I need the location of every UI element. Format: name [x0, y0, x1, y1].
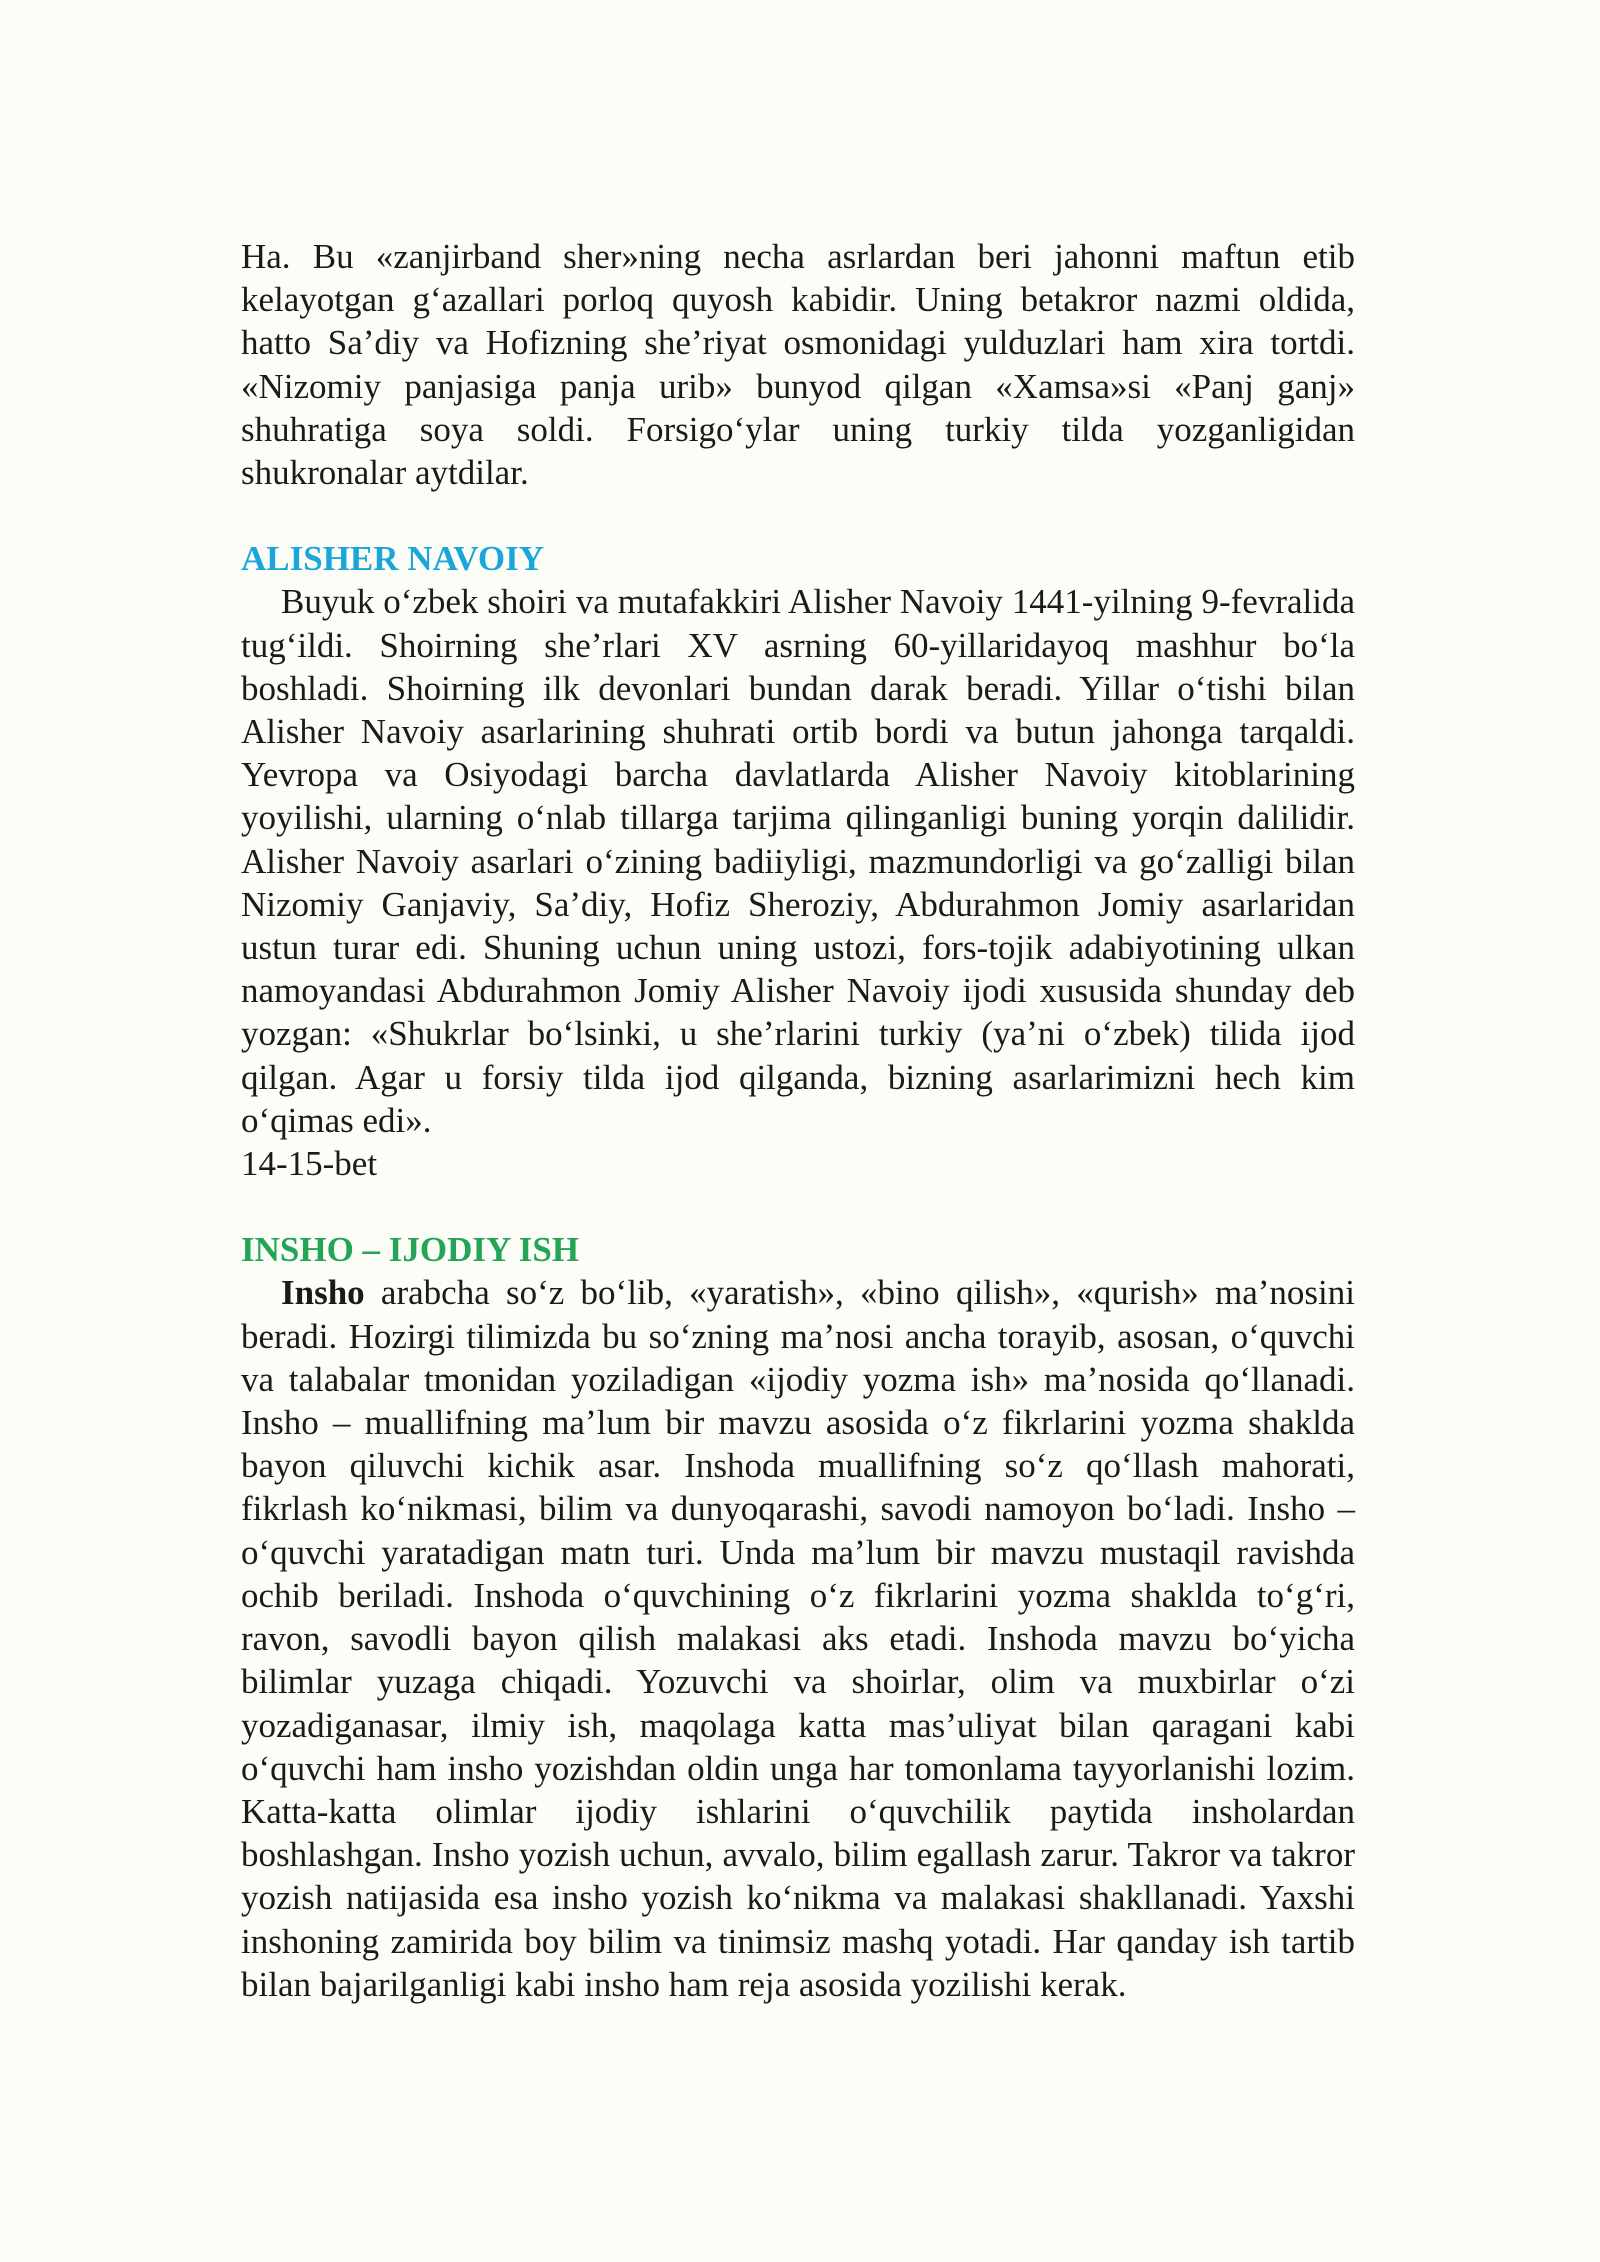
document-page: [241, 235, 1355, 2006]
insho-term: Insho: [281, 1273, 365, 1313]
intro-paragraph: Ha. Bu «zanjirband sher»ning necha asrlardan beri jahonni maftun etib kelayotgan gʻazallari porloq quyosh kabidir. Uning betakror nazmi oldida, hatto Saʼdiy va Hofizning sheʼriyat osmonidagi yulduzlari ham xira tortdi. «Nizomiy panjasiga panja urib» bunyod qilgan «Xamsa»si «Panj ganj» shuhratiga soya soldi. Forsigoʻylar uning turkiy tilda yozganligidan shukronalar aytdilar.: [241, 237, 1355, 493]
insho-body-text: arabcha soʻz boʻlib, «yaratish», «bino qilish», «qurish» maʼnosini beradi. Hozirgi tilimizda bu soʻzning maʼnosi ancha torayib, asosan, oʻquvchi va talabalar tmonidan yoziladigan «ijodiy yozma ish» maʼnosida qoʻllanadi. Insho – muallifning maʼlum bir mavzu asosida oʻz fikrlarini yozma shaklda bayon qiluvchi kichik asar. Inshoda muallifning soʻz qoʻllash mahorati, fikrlash koʻnikmasi, bilim va dunyoqarashi, savodi namoyon boʻladi. Insho – oʻquvchi yaratadigan matn turi. Unda maʼlum bir mavzu mustaqil ravishda ochib beriladi. Inshoda oʻquvchining oʻz fikrlarini yozma shaklda toʻgʻri, ravon, savodli bayon qilish malakasi aks etadi. Inshoda mavzu boʻyicha bilimlar yuzaga chiqadi. Yozuvchi va shoirlar, olim va muxbirlar oʻzi yozadiganasar, ilmiy ish, maqolaga katta masʼuliyat bilan qaragani kabi oʻquvchi ham insho yozishdan oldin unga har tomonlama tayyorlanishi lozim. Katta-katta olimlar ijodiy ishlarini oʻquvchilik paytida insholardan boshlashgan. Insho yozish uchun, avvalo, bilim egallash zarur. Takror va takror yozish natijasida esa insho yozish koʻnikma va malakasi shakllanadi. Yaxshi inshoning zamirida boy bilim va tinimsiz mashq yotadi. Har qanday ish tartib bilan bajarilganligi kabi insho ham reja asosida yozilishi kerak.: [241, 1273, 1355, 2004]
section-heading-insho: INSHO – IJODIY ISH: [241, 1230, 580, 1270]
section-heading-alisher-navoiy: ALISHER NAVOIY: [241, 539, 545, 579]
insho-paragraph: [241, 1271, 1355, 2005]
alisher-navoiy-paragraph: Buyuk oʻzbek shoiri va mutafakkiri Alisher Navoiy 1441-yilning 9-fevralida tugʻildi. Shoirning sheʼrlari XV asrning 60-yillaridayoq mashhur boʻla boshladi. Shoirning ilk devonlari bundan darak beradi. Yillar oʻtishi bilan Alisher Navoiy asarlarining shuhrati ortib bordi va butun jahonga tarqaldi. Yevropa va Osiyodagi barcha davlatlarda Alisher Navoiy kitoblarining yoyilishi, ularning oʻnlab tillarga tarjima qilinganligi buning yorqin dalilidir. Alisher Navoiy asarlari oʻzining badiiyligi, mazmundorligi va goʻzalligi bilan Nizomiy Ganjaviy, Saʼdiy, Hofiz Sheroziy, Abdurahmon Jomiy asarlaridan ustun turar edi. Shuning uchun uning ustozi, fors-tojik adabiyotining ulkan namoyandasi Abdurahmon Jomiy Alisher Navoiy ijodi xususida shunday deb yozgan: «Shukrlar boʻlsinki, u sheʼrlarini turkiy (yaʼni oʻzbek) tilida ijod qilgan. Agar u forsiy tilda ijod qilganda, bizning asarlarimizni hech kim oʻqimas edi».: [241, 582, 1355, 1140]
page-reference: 14-15-bet: [241, 1144, 378, 1184]
